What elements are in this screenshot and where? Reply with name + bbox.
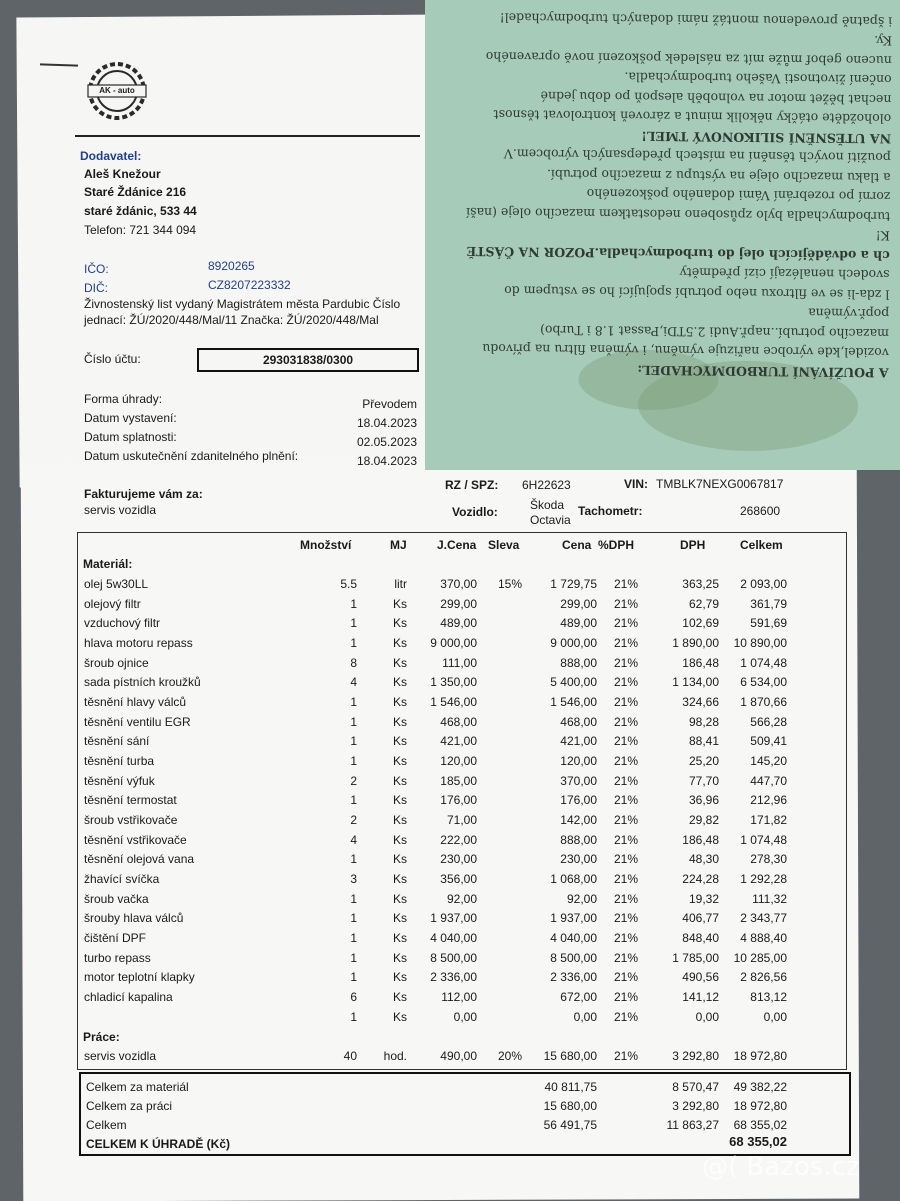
totals-label: Celkem za práci — [86, 1099, 173, 1113]
note-line: turbodmychadla bylo způsobeno nedostatkem mazacího oleje (naší — [466, 204, 891, 225]
row-total: 0,00 — [763, 1009, 787, 1024]
row-qty: 6 — [350, 990, 357, 1005]
row-name: čištění DPF — [84, 931, 147, 946]
row-unit: Ks — [392, 1009, 407, 1024]
row-cena: 1 937,00 — [550, 911, 597, 926]
row-name: olejový filtr — [84, 596, 141, 611]
license-line-2: jednací: ŽÚ/2020/448/Mal/11 Značka: ŽÚ/2020/448/Mal — [84, 313, 379, 327]
row-price: 111,00 — [442, 655, 477, 670]
row-total: 2 826,56 — [740, 970, 787, 985]
row-total: 813,12 — [750, 990, 787, 1005]
row-price: 0,00 — [453, 1009, 477, 1024]
supplier-city: staré ždánic, 533 44 — [84, 204, 197, 218]
row-dph: 88,41 — [688, 734, 719, 749]
row-name: šroub ojnice — [84, 655, 149, 670]
rz-label: RZ / SPZ: — [445, 478, 499, 492]
row-dph: 490,56 — [682, 970, 719, 985]
row-qty: 1 — [350, 616, 357, 631]
row-name: chladicí kapalina — [84, 990, 173, 1005]
row-dph: 36,96 — [688, 793, 719, 808]
row-dph: 48,30 — [688, 852, 719, 867]
row-name: těsnění vstřikovače — [84, 832, 187, 847]
totals-total: 18 972,80 — [733, 1099, 787, 1113]
row-cena: 468,00 — [560, 714, 597, 729]
totals-cena: 15 680,00 — [543, 1099, 597, 1113]
row-qty: 4 — [350, 675, 357, 690]
payment-value: 18.04.2023 — [356, 416, 417, 430]
row-unit: Ks — [392, 655, 407, 670]
row-unit: Ks — [392, 950, 407, 965]
row-cena: 2 336,00 — [550, 970, 597, 985]
supplier-street: Staré Ždánice 216 — [84, 185, 187, 199]
totals-cena: 56 491,75 — [543, 1118, 597, 1132]
row-cena: 5 400,00 — [550, 675, 597, 690]
row-price: 120,00 — [440, 754, 477, 769]
row-unit: litr — [394, 577, 407, 591]
row-cena: 176,00 — [560, 793, 597, 808]
supplier-name: Aleš Knežour — [84, 167, 161, 181]
note-line: Ky. — [874, 33, 893, 49]
row-vat: 21% — [613, 675, 638, 690]
row-dph: 324,66 — [682, 695, 719, 710]
row-name: těsnění výfuk — [84, 773, 155, 788]
row-total: 566,28 — [750, 714, 787, 729]
row-unit: Ks — [392, 832, 407, 847]
row-unit: Ks — [392, 636, 407, 650]
row-cena: 4 040,00 — [550, 931, 597, 946]
row-cena: 8 500,00 — [550, 950, 597, 965]
row-price: 1 937,00 — [430, 911, 477, 926]
row-name: těsnění sání — [84, 734, 150, 749]
row-unit: Ks — [392, 695, 407, 710]
row-price: 112,00 — [441, 990, 477, 1005]
row-qty: 1 — [350, 695, 357, 710]
account-number: 293031838/0300 — [197, 348, 419, 372]
row-total: 1 292,28 — [740, 872, 787, 887]
invoice-subject: servis vozidla — [84, 503, 157, 517]
row-vat: 21% — [613, 891, 638, 906]
row-total: 10 285,00 — [733, 950, 787, 965]
row-name: hlava motoru repass — [84, 636, 193, 650]
row-qty: 1 — [350, 891, 357, 906]
row-dph: 29,82 — [688, 813, 719, 828]
column-header-price: J.Cena — [437, 538, 477, 552]
row-price: 299,00 — [440, 596, 477, 611]
row-cena: 421,00 — [560, 734, 597, 749]
row-price: 421,00 — [440, 734, 477, 749]
row-total: 447,70 — [750, 773, 787, 788]
note-line: ch a odvádějících olej do turbodmychadla.POZOR NA ČÁSTĚ — [466, 243, 890, 264]
row-unit: Ks — [392, 872, 407, 887]
note-line: vozidel,kde výrobce nařizuje výměnu, i výměna filtru na přívodu — [482, 341, 889, 361]
row-unit: Ks — [392, 931, 407, 946]
row-dph: 3 292,80 — [672, 1049, 719, 1063]
row-qty: 4 — [350, 832, 357, 847]
vozidlo-label: Vozidlo: — [452, 505, 498, 519]
row-vat: 21% — [613, 596, 638, 611]
row-dph: 62,79 — [688, 596, 719, 611]
row-price: 185,00 — [440, 773, 477, 788]
note-line: l zda-li se ve filtroxu nebo potrubí spojující ho se vstupem do — [504, 283, 890, 303]
column-header-qty: Množství — [300, 538, 352, 552]
totals-dph: 8 570,47 — [672, 1080, 719, 1094]
row-disc: 20% — [497, 1049, 522, 1063]
grand-total-label: CELKEM K ÚHRADĚ (Kč) — [86, 1137, 230, 1151]
logo-text: AK - auto — [99, 86, 135, 95]
row-disc: 15% — [497, 577, 522, 591]
row-name: motor teplotní klapky — [84, 970, 195, 985]
row-price: 2 336,00 — [430, 970, 477, 985]
row-vat: 21% — [613, 793, 638, 808]
row-vat: 21% — [613, 872, 638, 887]
row-vat: 21% — [613, 773, 638, 788]
header-rule — [75, 135, 420, 137]
row-cena: 142,00 — [560, 813, 597, 828]
row-cena: 370,00 — [560, 773, 597, 788]
tacho-label: Tachometr: — [578, 504, 643, 518]
row-qty: 8 — [350, 655, 357, 670]
row-total: 171,82 — [750, 813, 787, 828]
column-header-disc: Sleva — [488, 538, 520, 552]
note-line: olohožděte otáčky několik minut a zároveň kontrolovat těsnost — [493, 107, 892, 127]
row-price: 8 500,00 — [430, 950, 477, 965]
row-price: 490,00 — [440, 1049, 477, 1063]
totals-total: 68 355,02 — [733, 1118, 787, 1132]
row-dph: 19,32 — [688, 891, 719, 906]
row-dph: 77,70 — [688, 773, 719, 788]
row-unit: Ks — [392, 734, 407, 749]
row-cena: 888,00 — [560, 655, 597, 670]
row-vat: 21% — [613, 1009, 638, 1024]
row-dph: 102,69 — [682, 616, 719, 631]
row-qty: 3 — [350, 872, 357, 887]
row-total: 361,79 — [750, 596, 787, 611]
row-qty: 1 — [350, 911, 357, 926]
vin-value: TMBLK7NEXG0067817 — [656, 477, 784, 491]
row-cena: 92,00 — [566, 891, 597, 906]
row-name: těsnění turba — [84, 754, 155, 769]
row-name: těsnění hlavy válců — [84, 695, 187, 710]
row-qty: 1 — [350, 714, 357, 729]
payment-label: Forma úhrady: — [84, 392, 163, 406]
row-vat: 21% — [613, 714, 638, 729]
row-price: 222,00 — [440, 832, 477, 847]
row-dph: 363,25 — [682, 577, 719, 591]
row-unit: Ks — [392, 793, 407, 808]
row-price: 176,00 — [440, 793, 477, 808]
totals-label: Celkem za materiál — [86, 1080, 189, 1094]
row-qty: 1 — [350, 1009, 357, 1024]
row-unit: Ks — [392, 754, 407, 769]
row-total: 1 074,48 — [740, 832, 787, 847]
row-qty: 1 — [350, 734, 357, 749]
row-dph: 186,48 — [682, 655, 719, 670]
row-vat: 21% — [613, 911, 638, 926]
row-cena: 0,00 — [573, 1009, 597, 1024]
row-name: šroub vstřikovače — [84, 813, 178, 828]
row-qty: 2 — [350, 773, 357, 788]
row-vat: 21% — [613, 636, 638, 650]
row-vat: 21% — [613, 950, 638, 965]
row-qty: 2 — [350, 813, 357, 828]
warranty-note — [425, 0, 900, 470]
row-dph: 25,20 — [688, 754, 719, 769]
totals-dph: 11 863,27 — [666, 1118, 719, 1132]
note-line: popř.výměna — [808, 306, 890, 322]
note-line: svodech nenalézají cizí předměty — [679, 265, 890, 283]
row-cena: 15 680,00 — [543, 1049, 597, 1063]
row-vat: 21% — [613, 754, 638, 769]
row-total: 10 890,00 — [733, 636, 787, 650]
row-vat: 21% — [613, 695, 638, 710]
note-line: K! — [875, 228, 891, 244]
column-header-total: Celkem — [740, 538, 783, 552]
grand-total-value: 68 355,02 — [729, 1134, 787, 1149]
row-total: 1 074,48 — [740, 655, 787, 670]
dic-value: CZ8207223332 — [208, 278, 291, 292]
row-total: 2 093,00 — [740, 577, 787, 591]
payment-label: Datum uskutečnění zdanitelného plnění: — [84, 449, 299, 463]
row-cena: 299,00 — [560, 596, 597, 611]
row-price: 370,00 — [440, 577, 477, 591]
column-header-cena: Cena — [562, 538, 592, 552]
row-unit: Ks — [392, 596, 407, 611]
column-header-vat: %DPH — [598, 538, 635, 552]
tacho-value: 268600 — [740, 504, 781, 518]
work-heading: Práce: — [83, 1030, 120, 1044]
row-name: šrouby hlava válců — [84, 911, 184, 926]
row-total: 1 870,66 — [740, 695, 787, 710]
row-price: 4 040,00 — [430, 931, 477, 946]
row-total: 18 972,80 — [733, 1049, 787, 1063]
note-line: nuceno gebof může mít za následek poškození nově opraveného — [485, 49, 892, 69]
row-unit: Ks — [392, 852, 407, 867]
row-price: 71,00 — [446, 813, 477, 828]
license-line-1: Živnostenský list vydaný Magistrátem města Pardubic Číslo — [84, 297, 401, 311]
note-line: a tlaku mazacího oleje na výstupu z mazacího potrubí. — [546, 166, 891, 186]
row-cena: 672,00 — [560, 990, 597, 1005]
account-label: Číslo účtu: — [84, 352, 141, 366]
row-vat: 21% — [613, 990, 638, 1005]
row-price: 9 000,00 — [430, 636, 477, 650]
payment-value: 02.05.2023 — [356, 435, 417, 449]
row-vat: 21% — [613, 655, 638, 670]
invoice-heading: Fakturujeme vám za: — [84, 487, 203, 501]
row-unit: Ks — [392, 970, 407, 985]
row-unit: Ks — [392, 675, 407, 690]
row-name: sada pístních kroužků — [84, 675, 201, 690]
totals-dph: 3 292,80 — [672, 1099, 719, 1113]
row-price: 1 350,00 — [430, 675, 477, 690]
row-unit: Ks — [392, 891, 407, 906]
row-unit: hod. — [383, 1049, 407, 1063]
note-line: použití nových těsnění na místech předepsaných výrobcem.V — [503, 146, 891, 166]
row-cena: 230,00 — [560, 852, 597, 867]
note-line: mazacího potrubí..např.Audi 2.5TDi,Passat 1.8 i Turbo) — [539, 322, 890, 342]
vozidlo-make: Škoda — [530, 498, 565, 512]
row-dph: 1 890,00 — [672, 636, 719, 650]
supplier-phone: Telefon: 721 344 094 — [84, 223, 197, 237]
row-unit: Ks — [392, 773, 407, 788]
row-total: 111,32 — [752, 891, 787, 906]
row-cena: 888,00 — [560, 832, 597, 847]
row-qty: 1 — [350, 950, 357, 965]
ico-value: 8920265 — [208, 259, 255, 273]
note-line: A POUŽÍVÁNÍ TURBODMYCHADEL: — [637, 362, 889, 381]
row-unit: Ks — [392, 911, 407, 926]
note-line: ončení životnosti Vašeho turbodmychadla. — [624, 70, 892, 88]
totals-label: Celkem — [86, 1118, 127, 1132]
row-name: olej 5w30LL — [84, 577, 149, 591]
row-qty: 1 — [350, 596, 357, 611]
row-vat: 21% — [613, 852, 638, 867]
material-heading: Materiál: — [83, 557, 133, 571]
row-dph: 1 134,00 — [672, 675, 719, 690]
note-line: i špatně provedenou montáž námi dodaných turbodmychadel! — [499, 10, 893, 30]
row-vat: 21% — [613, 734, 638, 749]
row-unit: Ks — [392, 714, 407, 729]
supplier-heading: Dodavatel: — [80, 149, 142, 163]
row-price: 1 546,00 — [430, 695, 477, 710]
row-dph: 224,28 — [682, 872, 719, 887]
row-total: 591,69 — [750, 616, 787, 631]
row-price: 489,00 — [440, 616, 477, 631]
row-dph: 406,77 — [682, 911, 719, 926]
row-vat: 21% — [613, 813, 638, 828]
row-name: těsnění olejová vana — [84, 852, 195, 867]
row-cena: 1 068,00 — [550, 872, 597, 887]
row-qty: 1 — [350, 931, 357, 946]
row-cena: 120,00 — [560, 754, 597, 769]
vin-label: VIN: — [624, 477, 648, 491]
row-dph: 186,48 — [682, 832, 719, 847]
column-header-unit: MJ — [390, 538, 407, 552]
payment-label: Datum vystavení: — [84, 411, 177, 425]
row-dph: 848,40 — [682, 931, 719, 946]
row-total: 2 343,77 — [740, 911, 787, 926]
row-vat: 21% — [613, 970, 638, 985]
row-price: 230,00 — [440, 852, 477, 867]
row-total: 278,30 — [750, 852, 787, 867]
row-dph: 0,00 — [695, 1009, 719, 1024]
row-qty: 1 — [350, 636, 357, 650]
totals-cena: 40 811,75 — [544, 1080, 597, 1094]
row-cena: 9 000,00 — [550, 636, 597, 650]
row-total: 212,96 — [750, 793, 787, 808]
row-vat: 21% — [613, 1049, 638, 1063]
row-price: 356,00 — [440, 872, 477, 887]
row-total: 509,41 — [750, 734, 787, 749]
row-unit: Ks — [392, 616, 407, 631]
row-name: servis vozidla — [84, 1049, 157, 1063]
row-qty: 1 — [350, 970, 357, 985]
row-name: turbo repass — [84, 950, 151, 965]
row-name: vzduchový filtr — [84, 616, 161, 631]
row-total: 4 888,40 — [740, 931, 787, 946]
row-qty: 40 — [343, 1049, 357, 1063]
note-line: zorní po rozebrání Vámi dodaného poškozeného — [586, 186, 891, 205]
rz-value: 6H22623 — [522, 478, 571, 492]
row-name: těsnění ventilu EGR — [84, 714, 191, 729]
row-name: těsnění termostat — [84, 793, 177, 808]
note-line: NA UTĚSNĚNÍ SILIKONOVÝ TMEL! — [641, 128, 892, 147]
row-cena: 1 546,00 — [550, 695, 597, 710]
row-dph: 98,28 — [688, 714, 719, 729]
row-vat: 21% — [613, 577, 638, 591]
vozidlo-model: Octavia — [530, 513, 571, 527]
warranty-note-text — [425, 0, 900, 470]
row-price: 92,00 — [446, 891, 477, 906]
watermark: @( Bazos.cz — [702, 1152, 860, 1182]
row-dph: 1 785,00 — [672, 950, 719, 965]
row-price: 468,00 — [440, 714, 477, 729]
dic-label: DIČ: — [84, 281, 108, 295]
totals-total: 49 382,22 — [733, 1080, 787, 1094]
note-line: nechat běžet motor na volnoběh alespoň po dobu jedné — [540, 88, 892, 108]
row-qty: 1 — [350, 852, 357, 867]
row-name: šroub vačka — [84, 891, 149, 906]
row-vat: 21% — [613, 931, 638, 946]
row-total: 145,20 — [750, 754, 787, 769]
row-name: žhavící svíčka — [84, 872, 160, 887]
column-header-dph: DPH — [680, 538, 706, 552]
payment-label: Datum splatnosti: — [84, 430, 177, 444]
row-qty: 1 — [350, 793, 357, 808]
row-vat: 21% — [613, 832, 638, 847]
payment-value: Převodem — [362, 397, 417, 411]
row-qty: 5.5 — [340, 577, 357, 591]
row-total: 6 534,00 — [740, 675, 787, 690]
row-dph: 141,12 — [682, 990, 719, 1005]
row-qty: 1 — [350, 754, 357, 769]
row-unit: Ks — [392, 990, 407, 1005]
row-unit: Ks — [392, 813, 407, 828]
row-cena: 1 729,75 — [550, 577, 597, 591]
ico-label: IČO: — [84, 262, 109, 276]
payment-value: 18.04.2023 — [356, 454, 417, 468]
row-vat: 21% — [613, 616, 638, 631]
row-cena: 489,00 — [560, 616, 597, 631]
